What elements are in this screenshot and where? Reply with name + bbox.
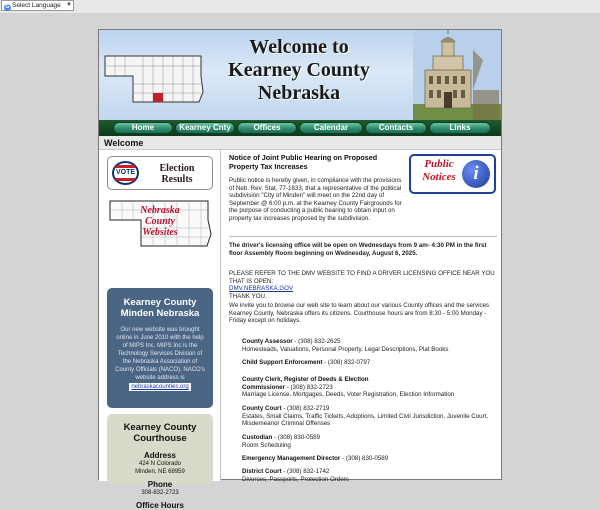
public-notices-line2: Notices (422, 171, 456, 183)
google-icon: G (5, 4, 10, 10)
banner-title-line3: Nebraska (257, 82, 341, 104)
courthouse-phone: 308-832-2723 (141, 490, 179, 496)
banner-title-line1: Welcome to (249, 36, 349, 58)
dept-desc: Homesteads, Valuations, Personal Property, Legal Descriptions, Plat Books (242, 345, 449, 353)
dept-phone: - (308) 832-2723 (284, 383, 333, 391)
main-content (229, 152, 497, 481)
address-line1: 424 N Colorado (138, 461, 182, 467)
public-notices-label (414, 158, 464, 184)
address-label: Address (143, 451, 176, 460)
dept-phone: - (308) 830-0589 (340, 455, 389, 462)
left-sidebar (99, 150, 221, 510)
public-notices-button[interactable] (409, 154, 496, 194)
dept-name[interactable]: Emergency Management Director (242, 455, 341, 462)
dmv-announcement: The driver's licensing office will be open on Wednesdays from 9 am- 4:30 PM in the first floor Assembly Room beginning on Wednesday, August 6, 2025. (229, 242, 487, 257)
invite-text: We invite you to browse our web site to learn about our various County offices and the services Kearney County, Nebraska offers its citizens. Courthouse hours are from 8:30 - 5:00 Monday - Friday except on holidays. (229, 302, 490, 325)
dept-child-support (242, 359, 497, 367)
dept-phone: - (308) 830-0589 (272, 434, 321, 441)
office-hours-label: Office Hours (135, 501, 184, 510)
info-icon: i (462, 160, 490, 188)
banner-title (199, 36, 399, 105)
dept-district-court (242, 468, 497, 483)
courthouse-image (413, 30, 501, 120)
election-results-line1: Election (159, 163, 195, 174)
naco-website-link[interactable]: nebraskacounties.org (129, 383, 191, 391)
dmv-website-link[interactable]: DMV.NEBRASKA.GOV (229, 285, 294, 293)
kc-box-title-line1: Kearney County (123, 297, 197, 308)
notice-title: Notice of Joint Public Hearing on Proposed Property Tax Increases (229, 153, 378, 171)
dept-name[interactable]: County Assessor (242, 338, 293, 345)
public-notices-line1: Public (424, 158, 454, 170)
welcome-strip (99, 136, 501, 150)
kearney-county-info-box (107, 288, 213, 408)
language-select-label: Select Language (12, 2, 61, 9)
dept-desc: Divorces, Passports, Protection Orders (242, 475, 349, 483)
notice-body: Public notice is hereby given, in compliance with the provisions of Neb. Rev. Stat. 77-1633, that a representative of the political subdivision "City of Minden" will meet on the 22nd day of September @ 6:00 p.m. at the Kearney County Fairgrounds for the purpose of conducting a public hearing to obtain input on property tax increases proposed by the subdivision. (229, 177, 402, 222)
ncw-line3: Websites (142, 227, 178, 238)
nebraska-map-icon (103, 52, 203, 104)
nebraska-county-websites-button[interactable] (107, 198, 213, 250)
dept-desc: Estates, Small Claims, Traffic Tickets, Adoptions, Limited Civil Jurisdiction, Juvenile Court, Misdemeanor Criminal Offenses (242, 412, 489, 428)
dmv-reference (229, 270, 497, 300)
dept-phone: - (308) 832-0797 (322, 359, 371, 366)
dept-name[interactable]: Custodian (242, 434, 273, 441)
nav-contacts[interactable]: Contacts (365, 122, 427, 134)
ncw-line1: Nebraska (140, 205, 180, 216)
nav-offices[interactable]: Offices (237, 122, 297, 134)
dept-name[interactable]: County Clerk, Register of Deeds & Election Commissioner (242, 376, 369, 391)
kc-box-text: Our new website was brought online in June 2010 with the help of MIPS Inc. MIPS Inc is the Technology Services Division of the Nebraska Association of County Officials (NACO). NACO's website address is (115, 327, 205, 381)
nav-kearney-cnty[interactable]: Kearney Cnty (175, 122, 235, 134)
nebraska-county-websites-label (115, 205, 205, 238)
kc-box-title (107, 297, 213, 319)
address-line2: Minden, NE 68959 (135, 469, 185, 475)
courthouse-info-box (107, 414, 213, 510)
dept-phone: - (308) 832-2625 (292, 338, 341, 345)
chevron-down-icon: ▼ (66, 2, 72, 8)
dept-desc: Room Scheduling (242, 441, 291, 449)
vote-icon (112, 161, 139, 185)
language-select[interactable] (1, 0, 74, 11)
dept-name[interactable]: District Court (242, 468, 282, 475)
election-results-label (146, 163, 208, 185)
dept-county-court (242, 405, 497, 428)
dept-name[interactable]: County Court (242, 405, 282, 412)
ncw-line2: County (144, 216, 175, 227)
courthouse-title-line1: Kearney County (123, 422, 197, 433)
phone-label: Phone (147, 480, 173, 489)
dept-county-clerk (242, 376, 497, 399)
election-results-line2: Results (161, 174, 193, 185)
kc-box-title-line2: Minden Nebraska (120, 308, 200, 319)
banner-title-line2: Kearney County (228, 59, 370, 81)
dept-emergency-management (242, 455, 497, 463)
page-container (98, 29, 502, 510)
vote-icon-label: VOTE (115, 169, 136, 176)
nav-calendar[interactable]: Calendar (299, 122, 363, 134)
main-nav (99, 120, 501, 136)
nav-home[interactable]: Home (113, 122, 173, 134)
dept-custodian (242, 434, 497, 449)
dept-county-assessor (242, 338, 497, 353)
dmv-reference-text: PLEASE REFER TO THE DMV WEBSITE TO FIND A DRIVER LICENSING OFFICE NEAR YOU THAT IS OPEN: (229, 270, 495, 285)
banner (99, 30, 501, 120)
translate-bar (0, 0, 600, 13)
divider (229, 236, 497, 237)
dept-desc: Marriage License, Mortgages, Deeds, Voter Registration, Election Information (242, 391, 455, 399)
dept-name[interactable]: Child Support Enforcement (242, 359, 323, 366)
courthouse-title-line2: Courthouse (133, 433, 187, 444)
election-results-button[interactable] (107, 156, 213, 190)
dept-phone: - (308) 832-2719 (281, 405, 330, 412)
courthouse-title (107, 422, 213, 444)
welcome-label: Welcome (104, 138, 144, 148)
thank-you-text: THANK YOU. (229, 292, 267, 300)
nav-links[interactable]: Links (429, 122, 491, 134)
dept-phone: - (308) 832-1742 (281, 468, 330, 475)
